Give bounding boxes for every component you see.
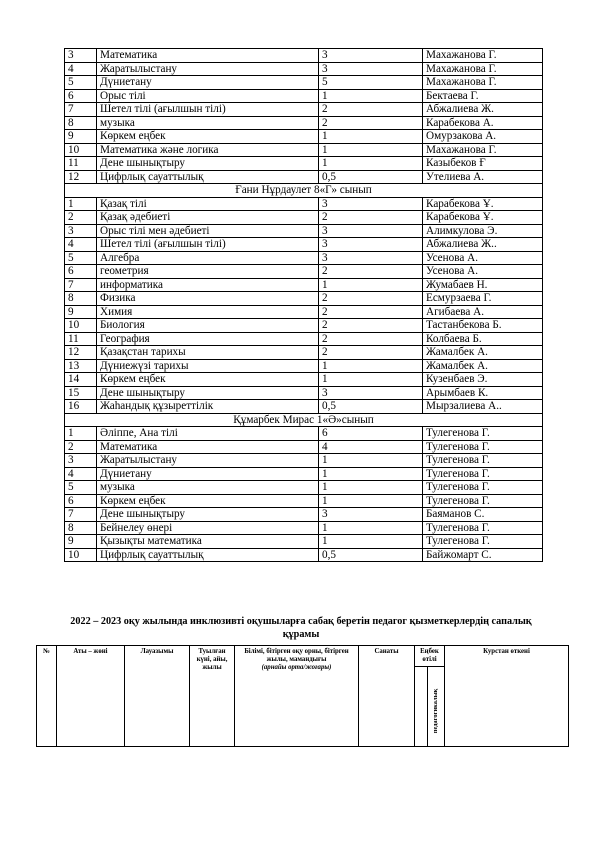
subject-cell: Көркем еңбек: [97, 494, 319, 508]
subject-cell: География: [97, 332, 319, 346]
hours-cell: 0,5: [319, 400, 423, 414]
subject-cell: Математика және логика: [97, 143, 319, 157]
row-number: 6: [65, 494, 97, 508]
hours-cell: 1: [319, 467, 423, 481]
subject-cell: Көркем еңбек: [97, 373, 319, 387]
subject-cell: музыка: [97, 116, 319, 130]
row-number: 9: [65, 305, 97, 319]
header-category: Санаты: [359, 646, 415, 747]
subject-cell: Математика: [97, 440, 319, 454]
table-row: [65, 76, 543, 90]
teacher-cell: Усенова А.: [423, 265, 543, 279]
table-row: [65, 197, 543, 211]
teacher-cell: Махажанова Г.: [423, 62, 543, 76]
staff-table: [36, 645, 569, 747]
subject-cell: геометрия: [97, 265, 319, 279]
table-row: [65, 49, 543, 63]
table-row: [65, 359, 543, 373]
row-number: 1: [65, 197, 97, 211]
header-experience: Еңбек өтілі: [415, 646, 445, 667]
experience-pedagogical-label: педагогикалық: [432, 688, 439, 734]
header-education-note: (арнайы орта/жоғары): [261, 664, 332, 671]
row-number: 4: [65, 238, 97, 252]
subject-cell: Биология: [97, 319, 319, 333]
subject-cell: Жаратылыстану: [97, 454, 319, 468]
row-number: 5: [65, 251, 97, 265]
table-row: [65, 319, 543, 333]
hours-cell: 6: [319, 427, 423, 441]
hours-cell: 4: [319, 440, 423, 454]
header-experience-pedagogical: [428, 667, 445, 747]
header-education-label: Білімі, бітірген оқу орны, бітірген жылы, мамандығы: [244, 648, 349, 663]
teacher-cell: Бектаева Г.: [423, 89, 543, 103]
teacher-cell: Карабекова Ұ.: [423, 197, 543, 211]
subject-cell: Физика: [97, 292, 319, 306]
subject-cell: Бейнелеу өнері: [97, 521, 319, 535]
table-row: [65, 251, 543, 265]
hours-cell: 1: [319, 535, 423, 549]
table-row: [65, 238, 543, 252]
subject-cell: Қазақ тілі: [97, 197, 319, 211]
row-number: 4: [65, 467, 97, 481]
row-number: 9: [65, 130, 97, 144]
table-row: [65, 494, 543, 508]
hours-cell: 3: [319, 508, 423, 522]
subject-cell: Цифрлық сауаттылық: [97, 548, 319, 562]
subject-cell: Қызықты математика: [97, 535, 319, 549]
hours-cell: 0,5: [319, 548, 423, 562]
teacher-cell: Карабекова Ұ.: [423, 211, 543, 225]
row-number: 5: [65, 76, 97, 90]
table-row: [65, 143, 543, 157]
hours-cell: 1: [319, 359, 423, 373]
table-row: [65, 521, 543, 535]
hours-cell: 1: [319, 373, 423, 387]
table-row: [65, 292, 543, 306]
teacher-cell: Баяманов С.: [423, 508, 543, 522]
table-row: [65, 508, 543, 522]
teacher-cell: Алимкулова Э.: [423, 224, 543, 238]
row-number: 2: [65, 440, 97, 454]
teacher-cell: Омурзакова А.: [423, 130, 543, 144]
row-number: 12: [65, 346, 97, 360]
table-row: [65, 116, 543, 130]
header-name: Аты – жөні: [57, 646, 125, 747]
teacher-cell: Махажанова Г.: [423, 143, 543, 157]
hours-cell: 1: [319, 454, 423, 468]
teacher-cell: Тулегенова Г.: [423, 521, 543, 535]
header-courses: Курстан өткені: [445, 646, 569, 747]
table-row: [65, 103, 543, 117]
subject-cell: Дүниетану: [97, 467, 319, 481]
teacher-cell: Тулегенова Г.: [423, 440, 543, 454]
hours-cell: 1: [319, 89, 423, 103]
teacher-cell: Жумабаев Н.: [423, 278, 543, 292]
hours-cell: 2: [319, 332, 423, 346]
subject-cell: Шетел тілі (ағылшын тілі): [97, 238, 319, 252]
teacher-cell: Усенова А.: [423, 251, 543, 265]
subject-cell: Шетел тілі (ағылшын тілі): [97, 103, 319, 117]
hours-cell: 1: [319, 143, 423, 157]
table-row: [65, 481, 543, 495]
table-row: [65, 346, 543, 360]
teacher-cell: Жамалбек А.: [423, 346, 543, 360]
table-row: [65, 440, 543, 454]
table-row: [65, 548, 543, 562]
hours-cell: 0,5: [319, 170, 423, 184]
hours-cell: 1: [319, 521, 423, 535]
teacher-cell: Махажанова Г.: [423, 76, 543, 90]
row-number: 11: [65, 157, 97, 171]
table-row: [65, 62, 543, 76]
teacher-cell: Махажанова Г.: [423, 49, 543, 63]
subject-cell: Көркем еңбек: [97, 130, 319, 144]
row-number: 10: [65, 319, 97, 333]
row-number: 7: [65, 278, 97, 292]
teacher-cell: Казыбеков Ғ: [423, 157, 543, 171]
table-row: [65, 373, 543, 387]
teacher-cell: Тулегенова Г.: [423, 454, 543, 468]
table-row: [65, 535, 543, 549]
table-row: [65, 400, 543, 414]
hours-cell: 2: [319, 292, 423, 306]
subject-cell: Алгебра: [97, 251, 319, 265]
table-row: [65, 467, 543, 481]
subject-cell: Қазақ әдебиеті: [97, 211, 319, 225]
table-row: [65, 454, 543, 468]
staff-heading-line2: құрамы: [282, 629, 320, 640]
schedule-table: [64, 48, 543, 562]
table-row: [65, 386, 543, 400]
hours-cell: 2: [319, 346, 423, 360]
row-number: 9: [65, 535, 97, 549]
row-number: 13: [65, 359, 97, 373]
teacher-cell: Колбаева Б.: [423, 332, 543, 346]
subject-cell: Дене шынықтыру: [97, 157, 319, 171]
class-section-row: [65, 184, 543, 198]
row-number: 7: [65, 508, 97, 522]
subject-cell: музыка: [97, 481, 319, 495]
subject-cell: Дене шынықтыру: [97, 508, 319, 522]
row-number: 16: [65, 400, 97, 414]
teacher-cell: Агибаева А.: [423, 305, 543, 319]
header-experience-blank: [415, 667, 428, 747]
subject-cell: Орыс тілі мен әдебиеті: [97, 224, 319, 238]
teacher-cell: Тулегенова Г.: [423, 535, 543, 549]
subject-cell: Цифрлық сауаттылық: [97, 170, 319, 184]
header-birth: Туылған күні, айы, жылы: [190, 646, 235, 747]
table-row: [65, 170, 543, 184]
row-number: 7: [65, 103, 97, 117]
hours-cell: 1: [319, 481, 423, 495]
subject-cell: информатика: [97, 278, 319, 292]
class-section-title: Құмарбек Мирас 1«Ә»сынып: [65, 413, 543, 427]
header-position: Лауазымы: [125, 646, 190, 747]
hours-cell: 3: [319, 62, 423, 76]
hours-cell: 2: [319, 211, 423, 225]
class-section-title: Ғани Нұрдаулет 8«Г» сынып: [65, 184, 543, 198]
subject-cell: Жаһандық құзыреттілік: [97, 400, 319, 414]
teacher-cell: Абжалиева Ж..: [423, 238, 543, 252]
table-row: [65, 130, 543, 144]
row-number: 14: [65, 373, 97, 387]
subject-cell: Дүниежүзі тарихы: [97, 359, 319, 373]
hours-cell: 1: [319, 130, 423, 144]
subject-cell: Математика: [97, 49, 319, 63]
hours-cell: 2: [319, 265, 423, 279]
hours-cell: 1: [319, 157, 423, 171]
hours-cell: 3: [319, 251, 423, 265]
schedule-body: [65, 49, 543, 562]
staff-heading: [60, 615, 542, 641]
subject-cell: Химия: [97, 305, 319, 319]
hours-cell: 1: [319, 494, 423, 508]
table-row: [65, 89, 543, 103]
teacher-cell: Тулегенова Г.: [423, 494, 543, 508]
row-number: 12: [65, 170, 97, 184]
subject-cell: Дене шынықтыру: [97, 386, 319, 400]
table-row: [65, 211, 543, 225]
header-education: [235, 646, 359, 747]
hours-cell: 3: [319, 386, 423, 400]
row-number: 3: [65, 454, 97, 468]
table-row: [65, 224, 543, 238]
teacher-cell: Байжомарт С.: [423, 548, 543, 562]
table-row: [65, 427, 543, 441]
hours-cell: 2: [319, 116, 423, 130]
row-number: 2: [65, 211, 97, 225]
row-number: 6: [65, 89, 97, 103]
subject-cell: Әліппе, Ана тілі: [97, 427, 319, 441]
row-number: 10: [65, 143, 97, 157]
hours-cell: 1: [319, 278, 423, 292]
table-row: [65, 278, 543, 292]
hours-cell: 2: [319, 103, 423, 117]
subject-cell: Орыс тілі: [97, 89, 319, 103]
row-number: 6: [65, 265, 97, 279]
table-row: [65, 157, 543, 171]
teacher-cell: Тулегенова Г.: [423, 467, 543, 481]
teacher-cell: Утелиева А.: [423, 170, 543, 184]
subject-cell: Жаратылыстану: [97, 62, 319, 76]
row-number: 5: [65, 481, 97, 495]
hours-cell: 3: [319, 238, 423, 252]
row-number: 8: [65, 116, 97, 130]
row-number: 1: [65, 427, 97, 441]
hours-cell: 3: [319, 197, 423, 211]
teacher-cell: Жамалбек А.: [423, 359, 543, 373]
subject-cell: Дүниетану: [97, 76, 319, 90]
row-number: 3: [65, 49, 97, 63]
class-section-row: [65, 413, 543, 427]
teacher-cell: Карабекова А.: [423, 116, 543, 130]
subject-cell: Қазақстан тарихы: [97, 346, 319, 360]
teacher-cell: Тулегенова Г.: [423, 481, 543, 495]
row-number: 8: [65, 292, 97, 306]
hours-cell: 2: [319, 305, 423, 319]
hours-cell: 3: [319, 49, 423, 63]
teacher-cell: Есмурзаева Г.: [423, 292, 543, 306]
table-row: [65, 332, 543, 346]
row-number: 8: [65, 521, 97, 535]
teacher-cell: Мырзалиева А..: [423, 400, 543, 414]
hours-cell: 3: [319, 224, 423, 238]
row-number: 4: [65, 62, 97, 76]
teacher-cell: Кузенбаев Э.: [423, 373, 543, 387]
row-number: 10: [65, 548, 97, 562]
staff-heading-line1: 2022 – 2023 оқу жылында инклюзивті оқушыларға сабақ беретін педагог қызметкерлердің сапалық: [70, 616, 532, 627]
teacher-cell: Арымбаев К.: [423, 386, 543, 400]
teacher-cell: Тулегенова Г.: [423, 427, 543, 441]
teacher-cell: Тастанбекова Б.: [423, 319, 543, 333]
row-number: 11: [65, 332, 97, 346]
hours-cell: 5: [319, 76, 423, 90]
header-no: №: [37, 646, 57, 747]
teacher-cell: Абжалиева Ж.: [423, 103, 543, 117]
row-number: 3: [65, 224, 97, 238]
hours-cell: 2: [319, 319, 423, 333]
table-row: [65, 265, 543, 279]
table-row: [65, 305, 543, 319]
row-number: 15: [65, 386, 97, 400]
